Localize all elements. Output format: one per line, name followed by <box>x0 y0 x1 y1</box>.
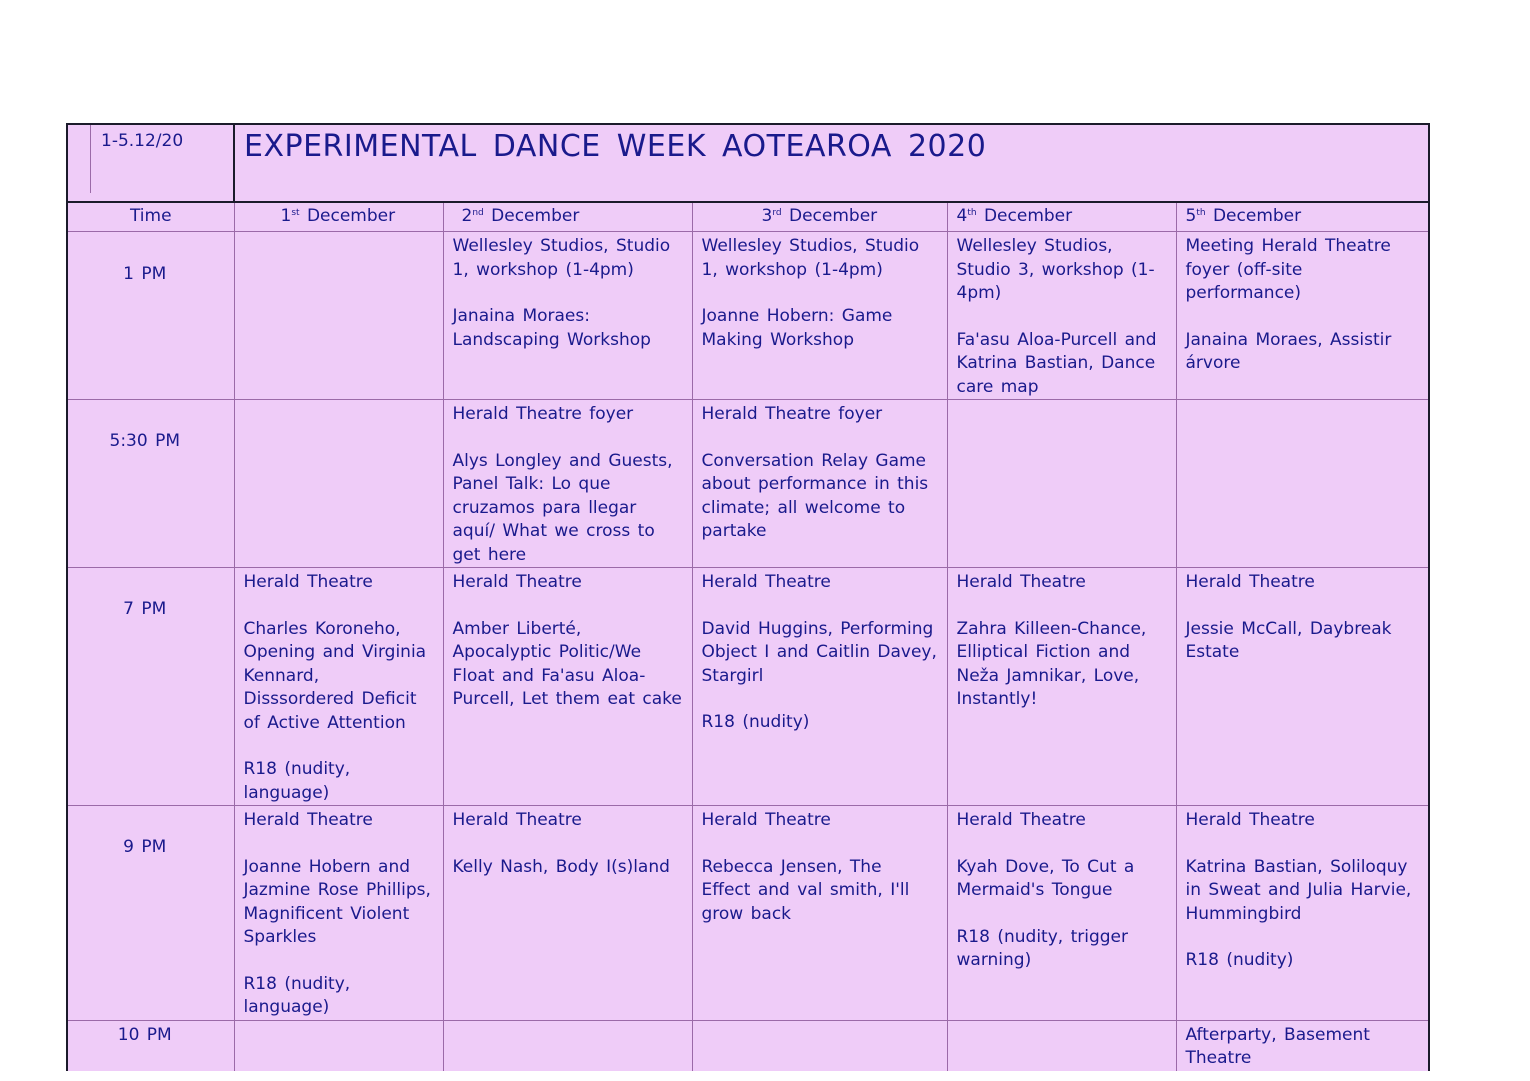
time-cell: 5:30 PM <box>67 400 234 568</box>
venue: Herald Theatre foyer <box>452 404 634 424</box>
time-cell: 1 PM <box>67 232 234 400</box>
event-cell <box>443 400 692 568</box>
event-cell <box>234 806 443 1021</box>
event-cell <box>947 232 1176 400</box>
event-description: Conversation Relay Game about performance in this climate; all welcome to partake <box>701 450 929 541</box>
event-cell <box>443 232 692 400</box>
event-cell <box>947 1020 1176 1071</box>
event-description: Joanne Hobern: Game Making Workshop <box>701 306 893 350</box>
event-description: Katrina Bastian, Soliloquy in Sweat and Julia Harvie, Hummingbird <box>1185 856 1412 924</box>
venue: Herald Theatre <box>1185 572 1315 592</box>
event-cell <box>1176 232 1429 400</box>
date-stub <box>68 125 91 193</box>
time-cell: 9 PM <box>67 806 234 1021</box>
venue: Herald Theatre <box>243 810 373 830</box>
event-cell <box>692 232 947 400</box>
time-header: Time <box>67 202 234 232</box>
venue: Herald Theatre <box>1185 810 1315 830</box>
event-cell <box>1176 568 1429 806</box>
venue: Wellesley Studios, Studio 3, workshop (1-4pm) <box>956 236 1155 303</box>
event-description: Zahra Killeen-Chance, Elliptical Fiction and Neža Jamnikar, Love, Instantly! <box>956 618 1147 709</box>
schedule-table <box>66 123 1430 1071</box>
event-description: Kelly Nash, Body I(s)land <box>452 856 670 877</box>
event-cell <box>1176 400 1429 568</box>
venue: Herald Theatre <box>452 810 582 830</box>
page-title: EXPERIMENTAL DANCE WEEK AOTEAROA 2020 <box>234 124 1429 202</box>
venue: Afterparty, Basement Theatre <box>1185 1024 1370 1068</box>
event-cell <box>443 1020 692 1071</box>
rating: R18 (nudity, language) <box>243 973 351 1017</box>
venue: Herald Theatre foyer <box>701 404 883 424</box>
event-cell <box>1176 806 1429 1021</box>
event-cell <box>234 1020 443 1071</box>
venue: Wellesley Studios, Studio 1, workshop (1-4pm) <box>701 236 920 280</box>
event-description: Rebecca Jensen, The Effect and val smith, I'll grow back <box>701 856 910 924</box>
venue: Herald Theatre <box>701 572 831 592</box>
event-description: Janaina Moraes: Landscaping Workshop <box>452 306 651 350</box>
venue: Herald Theatre <box>956 572 1086 592</box>
rating: R18 (nudity, trigger warning) <box>956 926 1128 970</box>
venue: Herald Theatre <box>956 810 1086 830</box>
venue: Meeting Herald Theatre foyer (off-site performance) <box>1185 236 1391 303</box>
rating: R18 (nudity) <box>1185 950 1294 970</box>
event-cell <box>443 806 692 1021</box>
venue: Herald Theatre <box>701 810 831 830</box>
row-9pm <box>67 806 1429 1021</box>
schedule-sheet <box>66 123 1428 1071</box>
rating: R18 (nudity, language) <box>243 759 351 803</box>
row-530pm <box>67 400 1429 568</box>
date-range: 1-5.12/20 <box>101 131 184 151</box>
date-range-cell <box>67 124 234 202</box>
event-description: Jessie McCall, Daybreak Estate <box>1185 618 1392 662</box>
day-header-1: 1st December <box>234 202 443 232</box>
event-description: David Huggins, Performing Object I and Caitlin Davey, Stargirl <box>701 618 937 686</box>
event-description: Alys Longley and Guests, Panel Talk: Lo que cruzamos para llegar aquí/ What we cross to get here <box>452 450 673 565</box>
day-header-5: 5th December <box>1176 202 1429 232</box>
venue: Wellesley Studios, Studio 1, workshop (1-4pm) <box>452 236 671 280</box>
venue: Herald Theatre <box>452 572 582 592</box>
day-header-2: 2nd December <box>443 202 692 232</box>
event-cell <box>234 568 443 806</box>
event-cell <box>692 400 947 568</box>
title-row <box>67 124 1429 202</box>
row-1pm <box>67 232 1429 400</box>
event-cell <box>692 568 947 806</box>
event-cell <box>692 806 947 1021</box>
header-row <box>67 202 1429 232</box>
event-cell <box>443 568 692 806</box>
event-cell <box>947 400 1176 568</box>
day-header-4: 4th December <box>947 202 1176 232</box>
event-description: Amber Liberté, Apocalyptic Politic/We Float and Fa'asu Aloa-Purcell, Let them eat cake <box>452 618 682 709</box>
rating: R18 (nudity) <box>701 712 810 732</box>
venue: Herald Theatre <box>243 572 373 592</box>
event-cell <box>1176 1020 1429 1071</box>
event-cell <box>234 400 443 568</box>
event-cell <box>692 1020 947 1071</box>
event-description: Janaina Moraes, Assistir árvore <box>1185 329 1392 373</box>
event-cell <box>947 568 1176 806</box>
event-description: Kyah Dove, To Cut a Mermaid's Tongue <box>956 856 1135 900</box>
time-cell: 10 PM <box>67 1020 234 1071</box>
time-cell: 7 PM <box>67 568 234 806</box>
event-description: Fa'asu Aloa-Purcell and Katrina Bastian, Dance care map <box>956 329 1157 397</box>
event-description: Charles Koroneho, Opening and Virginia Kennard, Disssordered Deficit of Active Attention <box>243 618 427 733</box>
event-description: Joanne Hobern and Jazmine Rose Phillips, Magnificent Violent Sparkles <box>243 856 431 947</box>
event-cell <box>234 232 443 400</box>
row-7pm <box>67 568 1429 806</box>
day-header-3: 3rd December <box>692 202 947 232</box>
event-cell <box>947 806 1176 1021</box>
row-10pm <box>67 1020 1429 1071</box>
